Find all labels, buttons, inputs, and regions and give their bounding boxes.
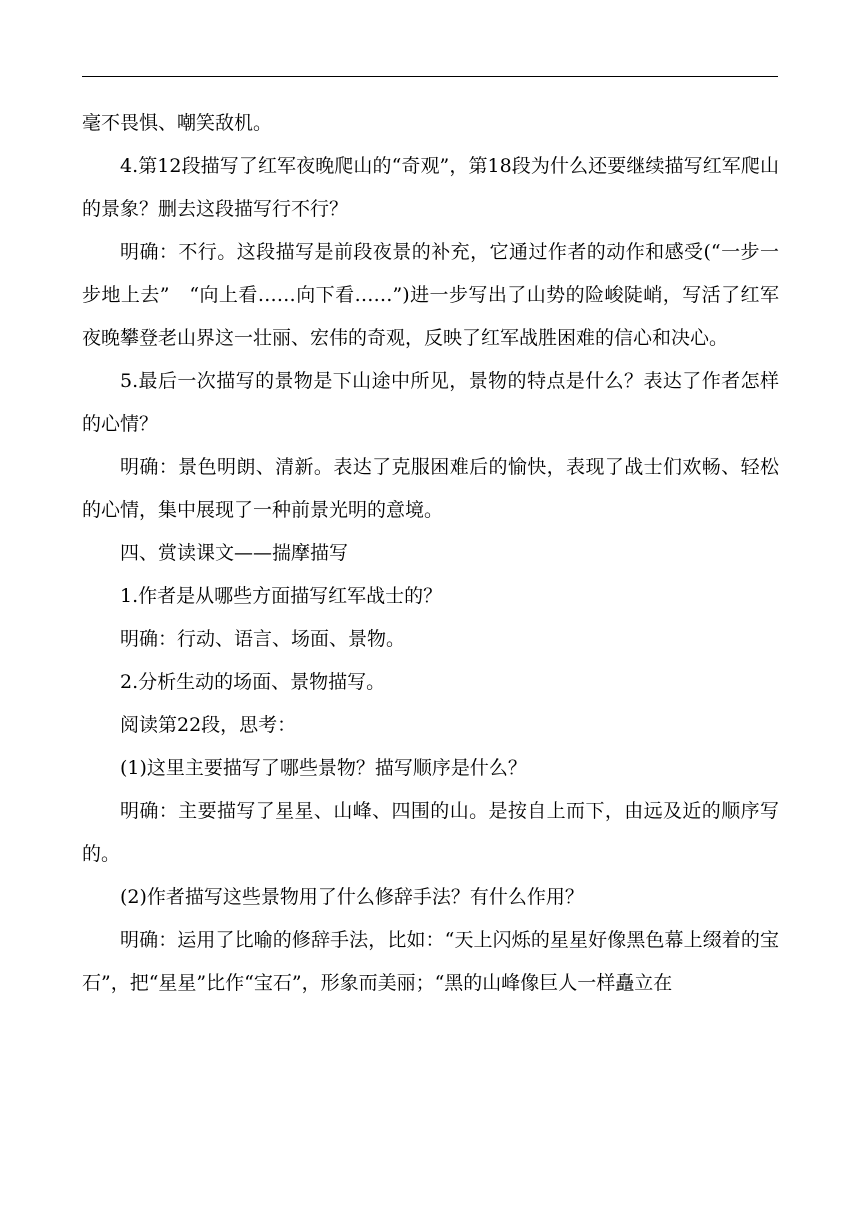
paragraph-answer-4: 明确：不行。这段描写是前段夜景的补充，它通过作者的动作和感受(“一步一步地上去” “向上看……向下看……”)进一步写出了山势的险峻陡峭，写活了红军夜晚攀登老山界这一壮丽、宏伟的奇观，反映了红军战胜困难的信心和决心。 [82, 241, 779, 349]
paragraph-continued-line: 毫不畏惧、嘲笑敌机。 [82, 112, 273, 134]
paragraph-sub-answer-2: 明确：运用了比喻的修辞手法，比如：“天上闪烁的星星好像黑色幕上缀着的宝石”，把“星星”比作“宝石”，形象而美丽；“黑的山峰像巨人一样矗立在 [82, 929, 779, 994]
paragraph-sub-question-2: (2)作者描写这些景物用了什么修辞手法？有什么作用？ [120, 886, 584, 908]
paragraph-answer-5: 明确：景色明朗、清新。表达了克服困难后的愉快，表现了战士们欢畅、轻松的心情，集中展现了一种前景光明的意境。 [82, 456, 779, 521]
paragraph-question-4: 4.第12段描写了红军夜晚爬山的“奇观”，第18段为什么还要继续描写红军爬山的景象？删去这段描写行不行？ [82, 155, 779, 220]
section-heading-4: 四、赏读课文——揣摩描写 [120, 542, 349, 564]
paragraph-question-2: 2.分析生动的场面、景物描写。 [120, 671, 386, 693]
paragraph-answer-1: 明确：行动、语言、场面、景物。 [120, 628, 406, 650]
header-rule [82, 76, 778, 77]
paragraph-sub-answer-1: 明确：主要描写了星星、山峰、四围的山。是按自上而下，由远及近的顺序写的。 [82, 800, 779, 865]
document-body [82, 102, 779, 1005]
paragraph-question-1: 1.作者是从哪些方面描写红军战士的？ [120, 585, 443, 607]
paragraph-reading-prompt: 阅读第22段，思考： [120, 714, 297, 736]
paragraph-sub-question-1: (1)这里主要描写了哪些景物？描写顺序是什么？ [120, 757, 527, 779]
paragraph-question-5: 5.最后一次描写的景物是下山途中所见，景物的特点是什么？表达了作者怎样的心情？ [82, 370, 779, 435]
